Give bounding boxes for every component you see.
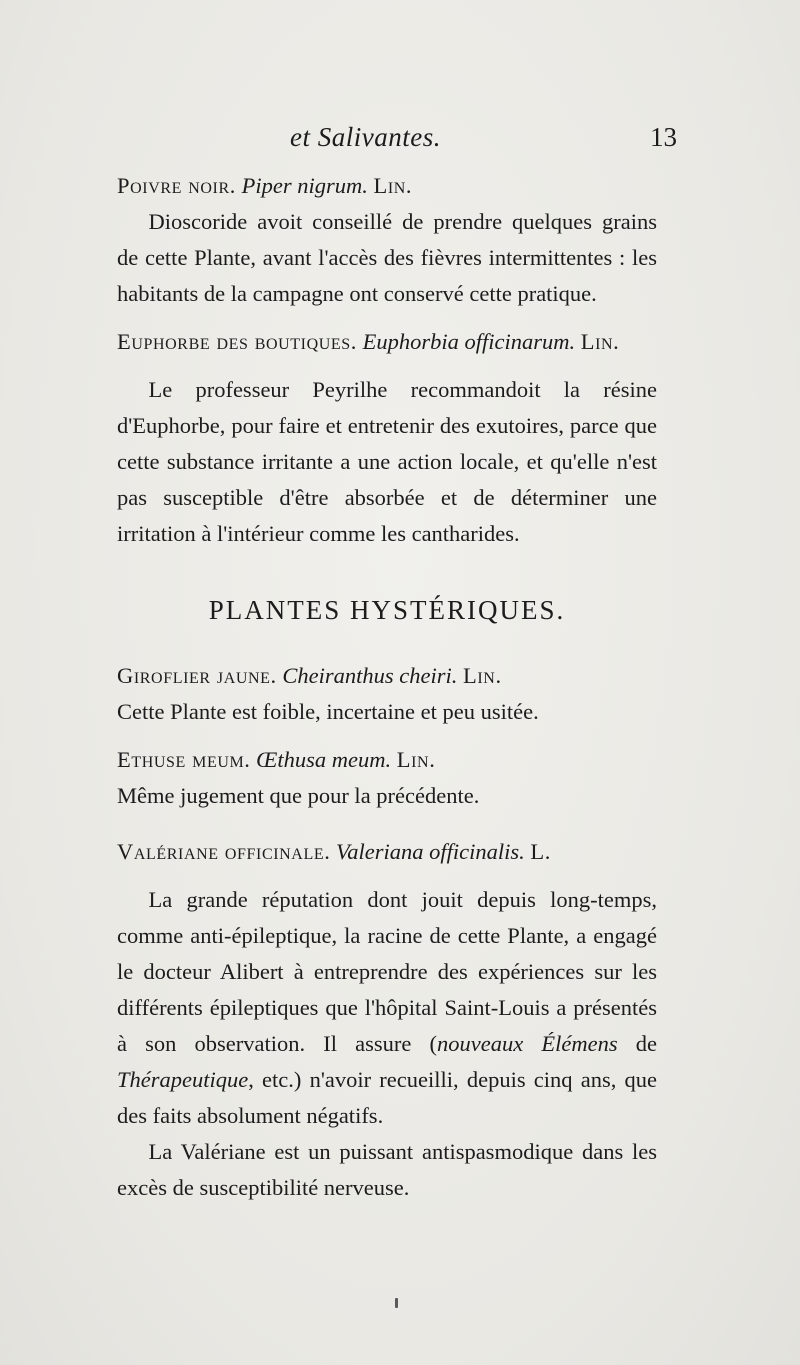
authority: L. — [530, 839, 551, 864]
spacer — [117, 870, 657, 882]
spacer — [117, 814, 657, 834]
common-name: Valériane officinale. — [117, 839, 331, 864]
common-name: Giroflier jaune. — [117, 663, 277, 688]
common-name: Ethuse meum. — [117, 747, 251, 772]
text-segment: de — [617, 1031, 657, 1056]
running-head: et Salivantes. — [290, 122, 441, 152]
latin-name: Cheiranthus cheiri. — [282, 663, 458, 688]
spacer — [117, 730, 657, 742]
spacer — [117, 312, 657, 324]
authority: Lin. — [396, 747, 436, 772]
latin-name: Œthusa meum. — [256, 747, 392, 772]
book-title: nouveaux Élémens — [437, 1031, 618, 1056]
page-body — [117, 168, 657, 1206]
latin-name: Euphorbia officinarum. — [362, 329, 576, 354]
entry-text-giroflier: Cette Plante est foible, incertaine et peu usitée. — [117, 699, 539, 724]
authority: Lin. — [373, 173, 413, 198]
page-number: 13 — [650, 122, 677, 152]
ink-mark — [395, 1298, 398, 1308]
latin-name: Valeriana officinalis. — [336, 839, 525, 864]
common-name: Euphorbe des boutiques. — [117, 329, 357, 354]
text-segment: La grande réputation dont jouit depuis long-temps, comme anti-épileptique, la racine de cette Plante, a engagé le docteur Alibert à entreprendre des expériences sur les différents épileptiques que l'hôpital Saint-Louis a présentés à son observation. Il assure ( — [117, 887, 657, 1056]
entry-heading-euphorbe — [117, 324, 657, 360]
latin-name: Piper nigrum. — [241, 173, 368, 198]
entry-text-poivre: Dioscoride avoit conseillé de prendre quelques grains de cette Plante, avant l'accès des fièvres intermittentes : les habitants de la campagne ont conservé cette pratique. — [117, 209, 657, 306]
book-title: Thérapeutique — [117, 1067, 249, 1092]
entry-text-valeriane — [117, 882, 657, 1134]
section-title: PLANTES HYSTÉRIQUES. — [208, 595, 566, 625]
entry-heading-poivre — [117, 168, 657, 204]
entry-heading-giroflier — [117, 658, 657, 694]
entry-heading-ethuse — [117, 742, 657, 778]
text-segment: , etc.) n'avoir recueilli, depuis cinq ans, que des faits absolument négatifs. — [117, 1067, 657, 1128]
authority: Lin. — [463, 663, 502, 688]
common-name: Poivre noir. — [117, 173, 236, 198]
entry-text-valeriane-2: La Valériane est un puissant antispasmodique dans les excès de susceptibilité nerveuse. — [117, 1139, 657, 1200]
spacer — [117, 360, 657, 372]
authority: Lin. — [580, 329, 620, 354]
page-header — [0, 122, 800, 162]
entry-text-euphorbe: Le professeur Peyrilhe recommandoit la résine d'Euphorbe, pour faire et entretenir des exutoires, parce que cette substance irritante a une action locale, et qu'elle n'est pas susceptible d'être absorbée et de déterminer une irritation à l'intérieur comme les cantharides. — [117, 377, 657, 546]
entry-heading-valeriane — [117, 834, 657, 870]
entry-text-ethuse: Même jugement que pour la précédente. — [117, 783, 480, 808]
